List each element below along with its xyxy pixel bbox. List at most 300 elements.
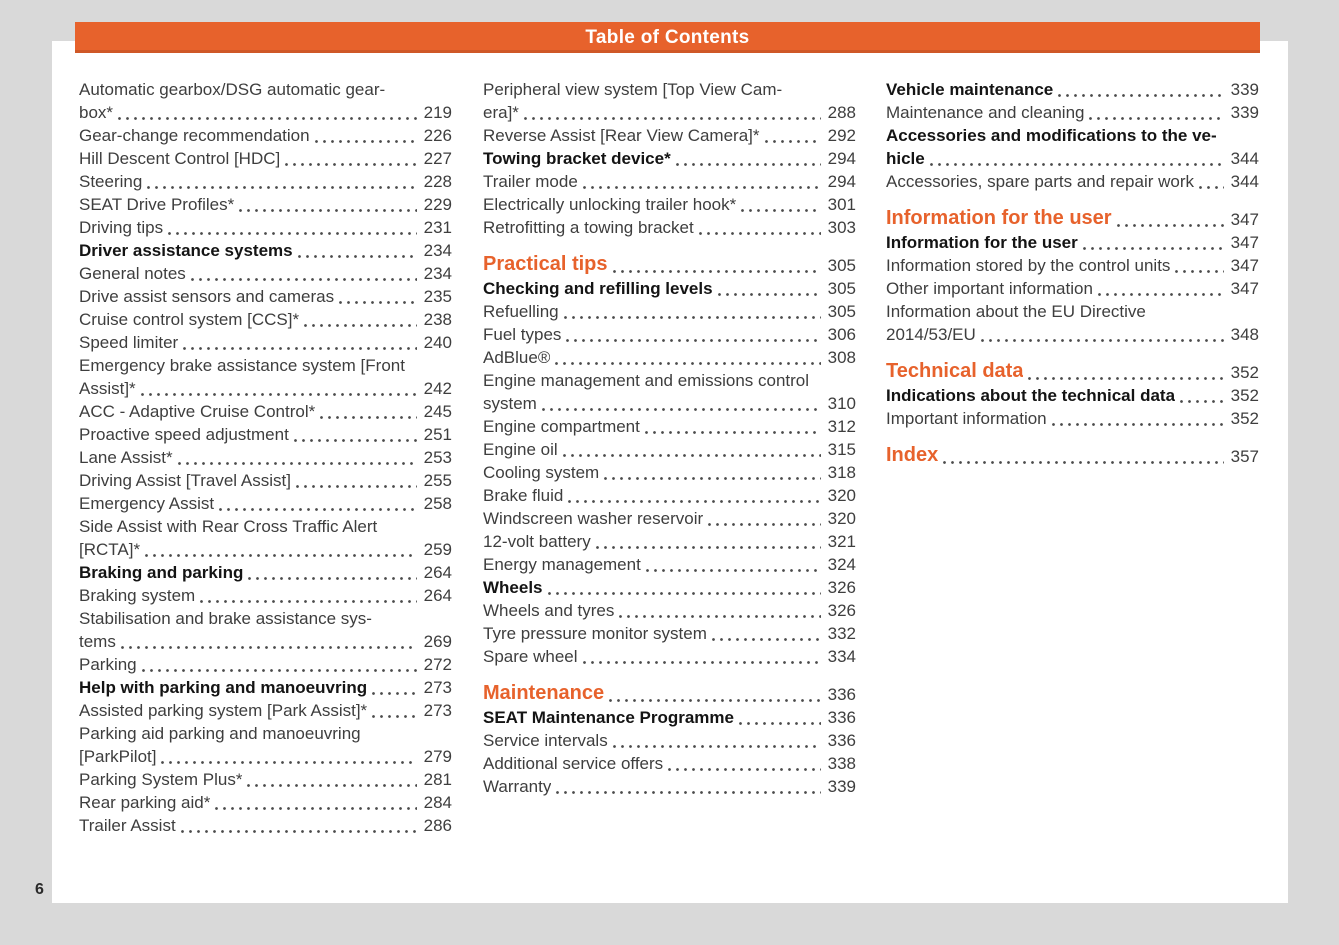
dot-leader [315, 140, 417, 143]
toc-entry-row [79, 331, 452, 354]
page-number: 6 [35, 881, 44, 898]
toc-entry-row [886, 254, 1259, 277]
toc-section-heading [886, 205, 1259, 231]
dot-leader [1058, 94, 1224, 97]
toc-entry-row [483, 300, 856, 323]
toc-entry-page-number: 228 [423, 172, 452, 191]
toc-entry [483, 323, 856, 346]
toc-column-1 [79, 78, 452, 837]
toc-entry-title: Warranty [483, 777, 552, 796]
toc-entry-title: Lane Assist* [79, 448, 173, 467]
toc-entry-row [79, 262, 452, 285]
toc-entry-row [483, 484, 856, 507]
toc-entry-page-number: 352 [1230, 409, 1259, 428]
toc-entry-row [79, 768, 452, 791]
toc-entry-row [79, 584, 452, 607]
dot-leader [604, 477, 821, 480]
dot-leader [943, 461, 1224, 464]
toc-entry-title: Braking and parking [79, 563, 244, 582]
toc-entry-title: Fuel types [483, 325, 562, 344]
toc-entry-row [79, 101, 452, 124]
toc-entry [483, 599, 856, 622]
toc-entry-row [79, 124, 452, 147]
dot-leader [121, 646, 417, 649]
toc-entry-row [79, 699, 452, 722]
dot-leader [1180, 400, 1224, 403]
toc-entry-page-number: 264 [423, 586, 452, 605]
toc-entry-page-number: 242 [423, 379, 452, 398]
toc-entry [79, 285, 452, 308]
toc-entry [79, 308, 452, 331]
toc-entry-row [886, 358, 1259, 384]
toc-entry-page-number: 326 [827, 578, 856, 597]
toc-entry-title: General notes [79, 264, 186, 283]
dot-leader [566, 339, 821, 342]
toc-entry-title: Windscreen washer reservoir [483, 509, 704, 528]
toc-entry-page-number: 294 [827, 172, 856, 191]
dot-leader [294, 439, 417, 442]
dot-leader [1089, 117, 1224, 120]
dot-leader [583, 186, 821, 189]
toc-entry [79, 216, 452, 239]
toc-entry-page-number: 336 [827, 708, 856, 727]
toc-entry [483, 346, 856, 369]
dot-leader [168, 232, 417, 235]
dot-leader [147, 186, 417, 189]
toc-entry-page-number: 312 [827, 417, 856, 436]
toc-entry-title: Cooling system [483, 463, 600, 482]
dot-leader [563, 454, 821, 457]
toc-entry-line: Emergency brake assistance system [Front [79, 356, 405, 375]
toc-entry-row [886, 277, 1259, 300]
dot-leader [645, 431, 821, 434]
dot-leader [1199, 186, 1224, 189]
dot-leader [1052, 423, 1224, 426]
toc-entry-row [79, 216, 452, 239]
toc-entry [886, 124, 1259, 170]
toc-entry-title: Accessories, spare parts and repair work [886, 172, 1195, 191]
dot-leader [646, 569, 821, 572]
toc-entry-page-number: 338 [827, 754, 856, 773]
dot-leader [141, 393, 417, 396]
toc-entry-row [79, 170, 452, 193]
toc-entry-title: SEAT Maintenance Programme [483, 708, 734, 727]
toc-entry [483, 78, 856, 124]
toc-entry-page-number: 320 [827, 486, 856, 505]
toc-entry [79, 446, 452, 469]
toc-entry-row [483, 622, 856, 645]
toc-entry [483, 438, 856, 461]
toc-entry-title: Service intervals [483, 731, 608, 750]
toc-entry [886, 231, 1259, 254]
toc-entry [483, 507, 856, 530]
toc-entry-title: [ParkPilot] [79, 747, 157, 766]
toc-entry [483, 622, 856, 645]
toc-entry-row [79, 538, 452, 561]
dot-leader [191, 278, 417, 281]
toc-entry-row [886, 442, 1259, 468]
toc-entry-page-number: 238 [423, 310, 452, 329]
toc-entry-title: Maintenance and cleaning [886, 103, 1085, 122]
toc-entry [79, 124, 452, 147]
toc-entry-title: Vehicle maintenance [886, 80, 1054, 99]
toc-entry-row [79, 446, 452, 469]
toc-entry-page-number: 294 [827, 149, 856, 168]
toc-entry-title: Technical data [886, 360, 1024, 382]
toc-entry-row [483, 752, 856, 775]
toc-entry [79, 791, 452, 814]
toc-section-heading [483, 680, 856, 706]
dot-leader [718, 293, 821, 296]
toc-entry-page-number: 352 [1230, 363, 1259, 382]
toc-entry-title: Assist]* [79, 379, 136, 398]
toc-entry [79, 561, 452, 584]
toc-entry-page-number: 310 [827, 394, 856, 413]
toc-entry-page-number: 245 [423, 402, 452, 421]
dot-leader [118, 117, 417, 120]
toc-entry-page-number: 273 [423, 701, 452, 720]
dot-leader [161, 761, 417, 764]
toc-section-heading [886, 442, 1259, 468]
dot-leader [583, 661, 821, 664]
toc-entry-title: Driving tips [79, 218, 164, 237]
dot-leader [247, 784, 417, 787]
toc-entry-title: Important information [886, 409, 1047, 428]
toc-entry-row [79, 377, 452, 400]
toc-entry [483, 645, 856, 668]
dot-leader [542, 408, 821, 411]
toc-entry [79, 469, 452, 492]
toc-entry [886, 384, 1259, 407]
toc-entry-title: SEAT Drive Profiles* [79, 195, 235, 214]
toc-section-heading [886, 358, 1259, 384]
toc-entry [79, 423, 452, 446]
dot-leader [739, 722, 821, 725]
toc-entry [483, 576, 856, 599]
toc-entry-row [483, 277, 856, 300]
toc-entry-row [79, 653, 452, 676]
toc-entry-page-number: 235 [423, 287, 452, 306]
dot-leader [555, 362, 821, 365]
toc-entry [79, 400, 452, 423]
toc-entry-row [79, 561, 452, 584]
toc-entry-row [483, 147, 856, 170]
toc-entry-row [483, 729, 856, 752]
toc-entry-page-number: 334 [827, 647, 856, 666]
toc-entry-page-number: 344 [1230, 172, 1259, 191]
toc-entry-title: Retrofitting a towing bracket [483, 218, 694, 237]
toc-entry [79, 699, 452, 722]
toc-entry-page-number: 344 [1230, 149, 1259, 168]
toc-entry-row [79, 814, 452, 837]
toc-entry-title: Refuelling [483, 302, 559, 321]
toc-entry-title: Information for the user [886, 207, 1112, 229]
dot-leader [524, 117, 821, 120]
toc-entry [79, 262, 452, 285]
toc-entry-title: Energy management [483, 555, 641, 574]
dot-leader [556, 791, 821, 794]
toc-entry-page-number: 303 [827, 218, 856, 237]
toc-entry [79, 239, 452, 262]
toc-entry-page-number: 255 [423, 471, 452, 490]
dot-leader [304, 324, 417, 327]
toc-entry-title: box* [79, 103, 114, 122]
toc-entry-page-number: 231 [423, 218, 452, 237]
toc-entry [483, 277, 856, 300]
toc-entry-title: tems [79, 632, 116, 651]
toc-entry-title: Driver assistance systems [79, 241, 293, 260]
toc-entry-page-number: 318 [827, 463, 856, 482]
toc-entry-page-number: 352 [1230, 386, 1259, 405]
toc-entry-row [79, 239, 452, 262]
dot-leader [712, 638, 821, 641]
toc-entry-page-number: 292 [827, 126, 856, 145]
toc-entry-row [79, 193, 452, 216]
toc-entry-page-number: 269 [423, 632, 452, 651]
toc-entry [483, 124, 856, 147]
toc-entry-title: Speed limiter [79, 333, 179, 352]
dot-leader [676, 163, 821, 166]
toc-entry-page-number: 336 [827, 731, 856, 750]
dot-leader [1098, 293, 1224, 296]
dot-leader [708, 523, 821, 526]
dot-leader [609, 699, 821, 702]
dot-leader [613, 745, 821, 748]
toc-entry-page-number: 339 [1230, 103, 1259, 122]
toc-entry [483, 193, 856, 216]
toc-entry-title: Parking [79, 655, 137, 674]
page-title: Table of Contents [585, 26, 750, 48]
toc-entry [79, 331, 452, 354]
dot-leader [372, 692, 417, 695]
toc-entry [483, 729, 856, 752]
toc-entry-line: Peripheral view system [Top View Cam- [483, 80, 783, 99]
toc-entry-title: 12-volt battery [483, 532, 591, 551]
toc-entry-page-number: 234 [423, 241, 452, 260]
toc-entry [886, 277, 1259, 300]
toc-entry-title: Engine oil [483, 440, 558, 459]
toc-entry-page-number: 264 [423, 563, 452, 582]
toc-entry-row [79, 492, 452, 515]
toc-entry-page-number: 339 [1230, 80, 1259, 99]
toc-entry [79, 584, 452, 607]
toc-entry-page-number: 305 [827, 279, 856, 298]
toc-entry-row [483, 680, 856, 706]
toc-entry-page-number: 251 [423, 425, 452, 444]
toc-entry-line: Stabilisation and brake assistance sys- [79, 609, 372, 628]
toc-entry-row [483, 576, 856, 599]
toc-entry-page-number: 286 [423, 816, 452, 835]
toc-entry-row [79, 676, 452, 699]
dot-leader [296, 485, 417, 488]
toc-entry [483, 415, 856, 438]
toc-entry-title: Wheels [483, 578, 543, 597]
toc-entry-row [886, 78, 1259, 101]
toc-entry-page-number: 305 [827, 256, 856, 275]
toc-entry-row [483, 645, 856, 668]
toc-entry-page-number: 339 [827, 777, 856, 796]
toc-entry-row [79, 423, 452, 446]
toc-entry-title: ACC - Adaptive Cruise Control* [79, 402, 316, 421]
toc-entry [483, 553, 856, 576]
toc-entry-title: Hill Descent Control [HDC] [79, 149, 281, 168]
dot-leader [183, 347, 417, 350]
toc-entry-title: Spare wheel [483, 647, 578, 666]
toc-entry-page-number: 347 [1230, 210, 1259, 229]
toc-entry-page-number: 253 [423, 448, 452, 467]
dot-leader [619, 615, 821, 618]
toc-entry-page-number: 284 [423, 793, 452, 812]
toc-entry-row [886, 205, 1259, 231]
toc-entry-line: Accessories and modifications to the ve- [886, 126, 1217, 145]
toc-entry-title: Parking System Plus* [79, 770, 243, 789]
toc-entry [79, 354, 452, 400]
toc-entry-row [79, 147, 452, 170]
toc-entry-row [483, 251, 856, 277]
toc-entry [483, 775, 856, 798]
toc-entry [483, 461, 856, 484]
toc-entry-title: Tyre pressure monitor system [483, 624, 707, 643]
toc-entry [886, 101, 1259, 124]
toc-entry-title: Other important information [886, 279, 1093, 298]
toc-entry-row [886, 170, 1259, 193]
toc-entry-page-number: 288 [827, 103, 856, 122]
toc-entry-line: Automatic gearbox/DSG automatic gear- [79, 80, 386, 99]
toc-entry-page-number: 332 [827, 624, 856, 643]
toc-entry [79, 193, 452, 216]
toc-entry-title: Information stored by the control units [886, 256, 1171, 275]
dot-leader [699, 232, 821, 235]
dot-leader [285, 163, 417, 166]
toc-entry-title: Assisted parking system [Park Assist]* [79, 701, 368, 720]
toc-column-3 [886, 78, 1259, 468]
toc-entry-title: Information for the user [886, 233, 1078, 252]
dot-leader [248, 577, 417, 580]
toc-entry-row [79, 400, 452, 423]
toc-entry-page-number: 226 [423, 126, 452, 145]
toc-entry [79, 676, 452, 699]
dot-leader [142, 669, 417, 672]
toc-entry-line: Parking aid parking and manoeuvring [79, 724, 361, 743]
toc-entry [483, 530, 856, 553]
toc-entry-title: Gear-change recommendation [79, 126, 310, 145]
toc-entry-page-number: 240 [423, 333, 452, 352]
toc-entry-row [483, 193, 856, 216]
toc-entry-title: Wheels and tyres [483, 601, 615, 620]
toc-entry-page-number: 324 [827, 555, 856, 574]
toc-entry-line: Side Assist with Rear Cross Traffic Alert [79, 517, 378, 536]
toc-entry-title: Maintenance [483, 682, 605, 704]
toc-entry-title: Rear parking aid* [79, 793, 211, 812]
toc-entry-row [483, 346, 856, 369]
toc-entry-title: 2014/53/EU [886, 325, 976, 344]
toc-entry-title: Proactive speed adjustment [79, 425, 289, 444]
toc-entry [79, 170, 452, 193]
toc-entry-row [483, 775, 856, 798]
toc-entry-title: Practical tips [483, 253, 608, 275]
toc-entry-title: Towing bracket device* [483, 149, 671, 168]
toc-entry-row [79, 630, 452, 653]
toc-entry [483, 752, 856, 775]
toc-entry-title: Indications about the technical data [886, 386, 1176, 405]
dot-leader [239, 209, 417, 212]
toc-entry-title: Driving Assist [Travel Assist] [79, 471, 291, 490]
toc-entry-page-number: 347 [1230, 233, 1259, 252]
toc-entry-page-number: 281 [423, 770, 452, 789]
toc-entry-title: Cruise control system [CCS]* [79, 310, 300, 329]
toc-entry-page-number: 347 [1230, 256, 1259, 275]
dot-leader [200, 600, 417, 603]
dot-leader [1117, 224, 1224, 227]
toc-entry-title: Emergency Assist [79, 494, 215, 513]
toc-entry-row [483, 530, 856, 553]
toc-entry [79, 722, 452, 768]
toc-entry [886, 254, 1259, 277]
toc-entry [483, 170, 856, 193]
toc-entry-title: hicle [886, 149, 925, 168]
toc-entry [483, 216, 856, 239]
toc-entry-row [886, 384, 1259, 407]
toc-entry [886, 300, 1259, 346]
dot-leader [564, 316, 821, 319]
toc-entry-row [483, 706, 856, 729]
dot-leader [145, 554, 417, 557]
toc-entry-page-number: 272 [423, 655, 452, 674]
toc-entry [79, 147, 452, 170]
toc-entry [79, 814, 452, 837]
toc-entry-title: Index [886, 444, 939, 466]
toc-entry-title: Electrically unlocking trailer hook* [483, 195, 737, 214]
toc-entry-page-number: 347 [1230, 279, 1259, 298]
toc-entry [886, 170, 1259, 193]
toc-entry-row [886, 231, 1259, 254]
toc-entry [483, 369, 856, 415]
dot-leader [981, 339, 1224, 342]
toc-entry-page-number: 305 [827, 302, 856, 321]
toc-entry-title: Braking system [79, 586, 196, 605]
toc-entry [886, 78, 1259, 101]
dot-leader [765, 140, 821, 143]
toc-entry [79, 768, 452, 791]
toc-entry-page-number: 219 [423, 103, 452, 122]
toc-entry-row [483, 101, 856, 124]
toc-entry-row [79, 791, 452, 814]
toc-entry-page-number: 320 [827, 509, 856, 528]
toc-entry-page-number: 229 [423, 195, 452, 214]
toc-entry-row [483, 170, 856, 193]
toc-entry-row [483, 392, 856, 415]
toc-entry-row [483, 216, 856, 239]
toc-entry-row [483, 553, 856, 576]
toc-entry-title: Checking and refilling levels [483, 279, 713, 298]
toc-entry-title: era]* [483, 103, 519, 122]
toc-entry-title: Trailer Assist [79, 816, 176, 835]
toc-entry-row [79, 745, 452, 768]
toc-entry-row [483, 415, 856, 438]
toc-entry [886, 407, 1259, 430]
toc-entry-page-number: 336 [827, 685, 856, 704]
toc-entry-title: Reverse Assist [Rear View Camera]* [483, 126, 760, 145]
toc-entry-page-number: 301 [827, 195, 856, 214]
toc-entry-page-number: 234 [423, 264, 452, 283]
toc-entry-page-number: 321 [827, 532, 856, 551]
toc-entry-title: [RCTA]* [79, 540, 141, 559]
dot-leader [568, 500, 821, 503]
toc-entry-title: Trailer mode [483, 172, 578, 191]
toc-entry-page-number: 259 [423, 540, 452, 559]
toc-entry-page-number: 308 [827, 348, 856, 367]
toc-entry-page-number: 306 [827, 325, 856, 344]
